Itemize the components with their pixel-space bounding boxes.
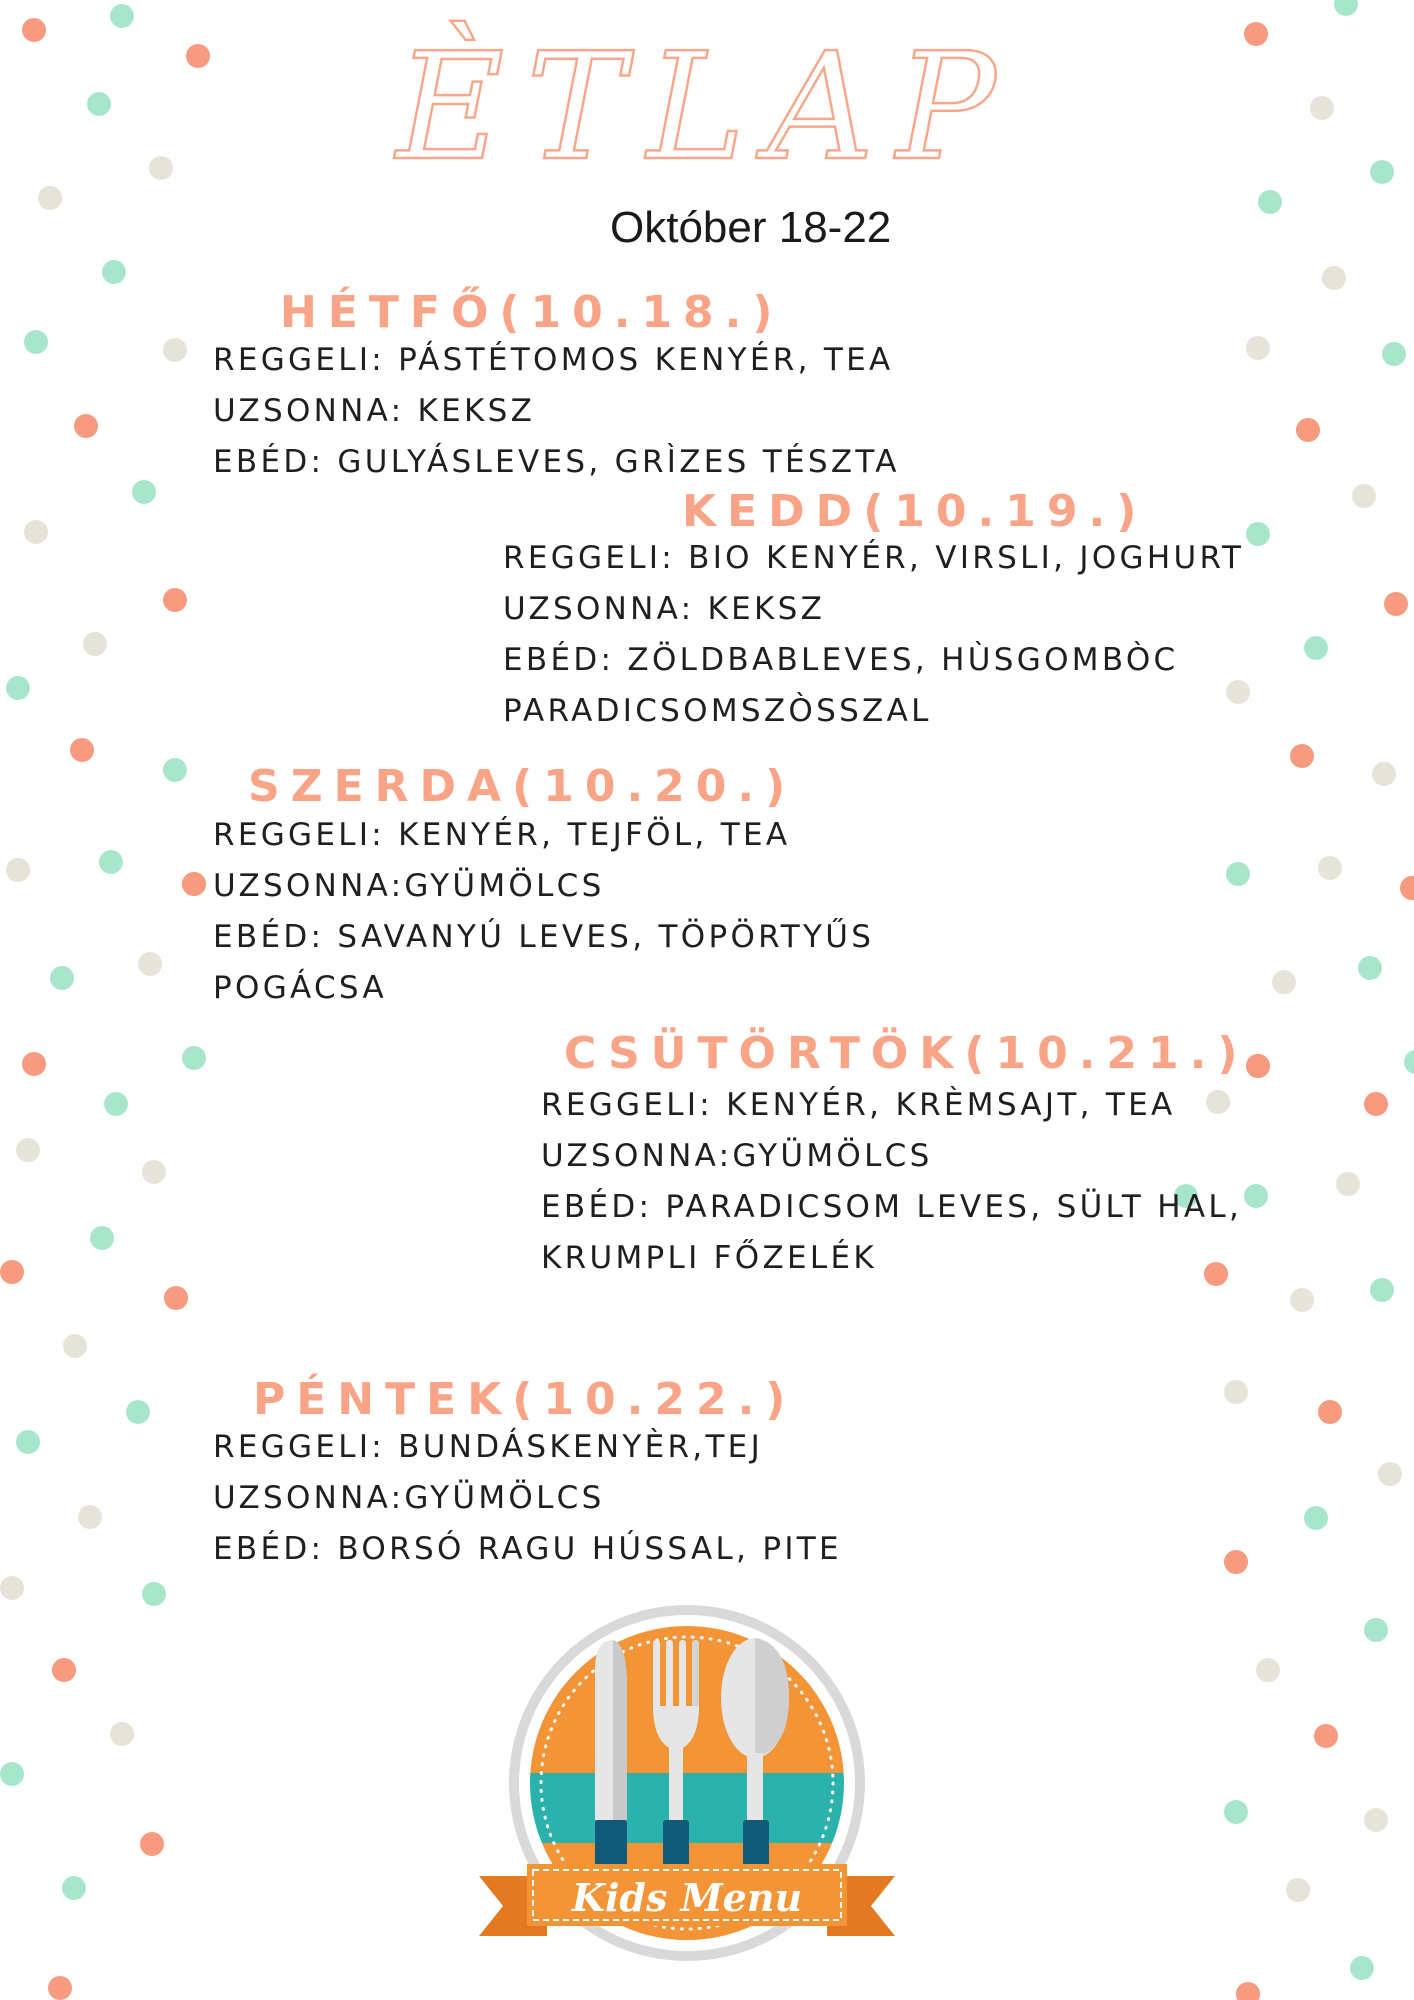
dot (1258, 190, 1282, 214)
meal-line: REGGELI: KENYÉR, KRÈMSAJT, TEA (541, 1087, 1176, 1123)
dot (1336, 1172, 1360, 1196)
dot (1318, 856, 1342, 880)
meal-line: UZSONNA: KEKSZ (503, 591, 826, 627)
meal-line: POGÁCSA (213, 970, 387, 1006)
meal-line: EBÉD: ZÖLDBABLEVES, HÙSGOMBÒC (503, 642, 1179, 678)
dot (142, 1160, 166, 1184)
dot (163, 338, 187, 362)
dot (1404, 1050, 1414, 1074)
meal-line: REGGELI: BIO KENYÉR, VIRSLI, JOGHURT (503, 540, 1245, 576)
meal-line: UZSONNA:GYÜMÖLCS (213, 1480, 605, 1516)
dot (48, 1976, 72, 2000)
dot (138, 952, 162, 976)
dot (182, 1046, 206, 1070)
dot (22, 1052, 46, 1076)
dot (52, 1658, 76, 1682)
dot (62, 1876, 86, 1900)
dot (24, 520, 48, 544)
dot (1286, 1878, 1310, 1902)
logo-text: Kids Menu (571, 1875, 803, 1920)
dot (1322, 266, 1346, 290)
dot (1318, 1400, 1342, 1424)
meal-line: EBÉD: PARADICSOM LEVES, SÜLT HAL, (541, 1189, 1243, 1225)
dot (0, 1260, 24, 1284)
dot (1334, 0, 1358, 16)
dot (1364, 1092, 1388, 1116)
dot (50, 966, 74, 990)
dot (83, 632, 107, 656)
dot (1350, 1956, 1374, 1980)
dot (1364, 1618, 1388, 1642)
meal-list-csutortok (541, 1080, 1242, 1284)
meal-line: UZSONNA: KEKSZ (213, 393, 536, 429)
meal-line: REGGELI: PÁSTÉTOMOS KENYÉR, TEA (213, 342, 894, 378)
dot (1400, 876, 1414, 900)
dot (126, 1400, 150, 1424)
dot (1378, 1462, 1402, 1486)
dot (6, 858, 30, 882)
dot (1256, 1658, 1280, 1682)
dot (163, 758, 187, 782)
dot (1244, 1184, 1268, 1208)
knife-icon (595, 1640, 627, 1884)
dot (1352, 484, 1376, 508)
dot (99, 850, 123, 874)
meal-line: EBÉD: BORSÓ RAGU HÚSSAL, PITE (213, 1531, 842, 1567)
dot (132, 480, 156, 504)
dot (74, 414, 98, 438)
date-range: Október 18-22 (610, 203, 892, 252)
dot (1382, 342, 1406, 366)
meal-line: EBÉD: GULYÁSLEVES, GRÌZES TÉSZTA (213, 444, 900, 480)
dot (1290, 1288, 1314, 1312)
dot (78, 1505, 102, 1529)
dot (0, 1576, 24, 1600)
dot (1246, 1054, 1270, 1078)
dot (1224, 1380, 1248, 1404)
meal-line: PARADICSOMSZÒSSZAL (503, 693, 932, 729)
dot (1226, 862, 1250, 886)
day-title-kedd: KEDD(10.19.) (682, 486, 1148, 537)
dot (164, 1286, 188, 1310)
kids-menu-logo (477, 1598, 897, 1978)
dot (1272, 970, 1296, 994)
dot (0, 1762, 24, 1786)
dot (1224, 1800, 1248, 1824)
dot (104, 1092, 128, 1116)
meal-line: UZSONNA:GYÜMÖLCS (213, 868, 605, 904)
dot (1304, 1506, 1328, 1530)
dot (6, 676, 30, 700)
dot (24, 330, 48, 354)
dot (1224, 1550, 1248, 1574)
meal-line: UZSONNA:GYÜMÖLCS (541, 1138, 933, 1174)
day-title-pentek: PÉNTEK(10.22.) (253, 1374, 797, 1425)
meal-line: EBÉD: SAVANYÚ LEVES, TÖPÖRTYŰS (213, 919, 875, 955)
page-title: ÈTLAP (396, 21, 1018, 193)
dot (16, 1430, 40, 1454)
meal-list-szerda (213, 810, 874, 1014)
dot (70, 738, 94, 762)
dot (90, 1226, 114, 1250)
dot (1290, 744, 1314, 768)
dot (140, 1832, 164, 1856)
dot (1358, 956, 1382, 980)
dot (63, 1334, 87, 1358)
dot (1236, 1982, 1260, 2000)
dot (102, 260, 126, 284)
meal-list-kedd (503, 533, 1244, 737)
dot (163, 588, 187, 612)
dot (1384, 592, 1408, 616)
meal-line: REGGELI: KENYÉR, TEJFÖL, TEA (213, 817, 791, 853)
dot (182, 872, 206, 896)
dot (1246, 522, 1270, 546)
dot (1370, 1278, 1394, 1302)
meal-list-pentek (213, 1422, 842, 1575)
dot (1296, 418, 1320, 442)
dot (142, 1582, 166, 1606)
meal-list-hetfo (213, 335, 900, 488)
dot (16, 1138, 40, 1162)
meal-line: KRUMPLI FŐZELÉK (541, 1240, 878, 1276)
dot (110, 1722, 134, 1746)
day-title-hetfo: HÉTFŐ(10.18.) (280, 287, 784, 338)
day-title-szerda: SZERDA(10.20.) (248, 761, 797, 812)
dot (1246, 336, 1270, 360)
dot (1372, 762, 1396, 786)
day-title-csutortok: CSÜTÖRTÖK(10.21.) (564, 1028, 1249, 1079)
dot (1314, 1724, 1338, 1748)
dot (1304, 636, 1328, 660)
meal-line: REGGELI: BUNDÁSKENYÈR,TEJ (213, 1429, 764, 1465)
dot (1364, 1808, 1388, 1832)
